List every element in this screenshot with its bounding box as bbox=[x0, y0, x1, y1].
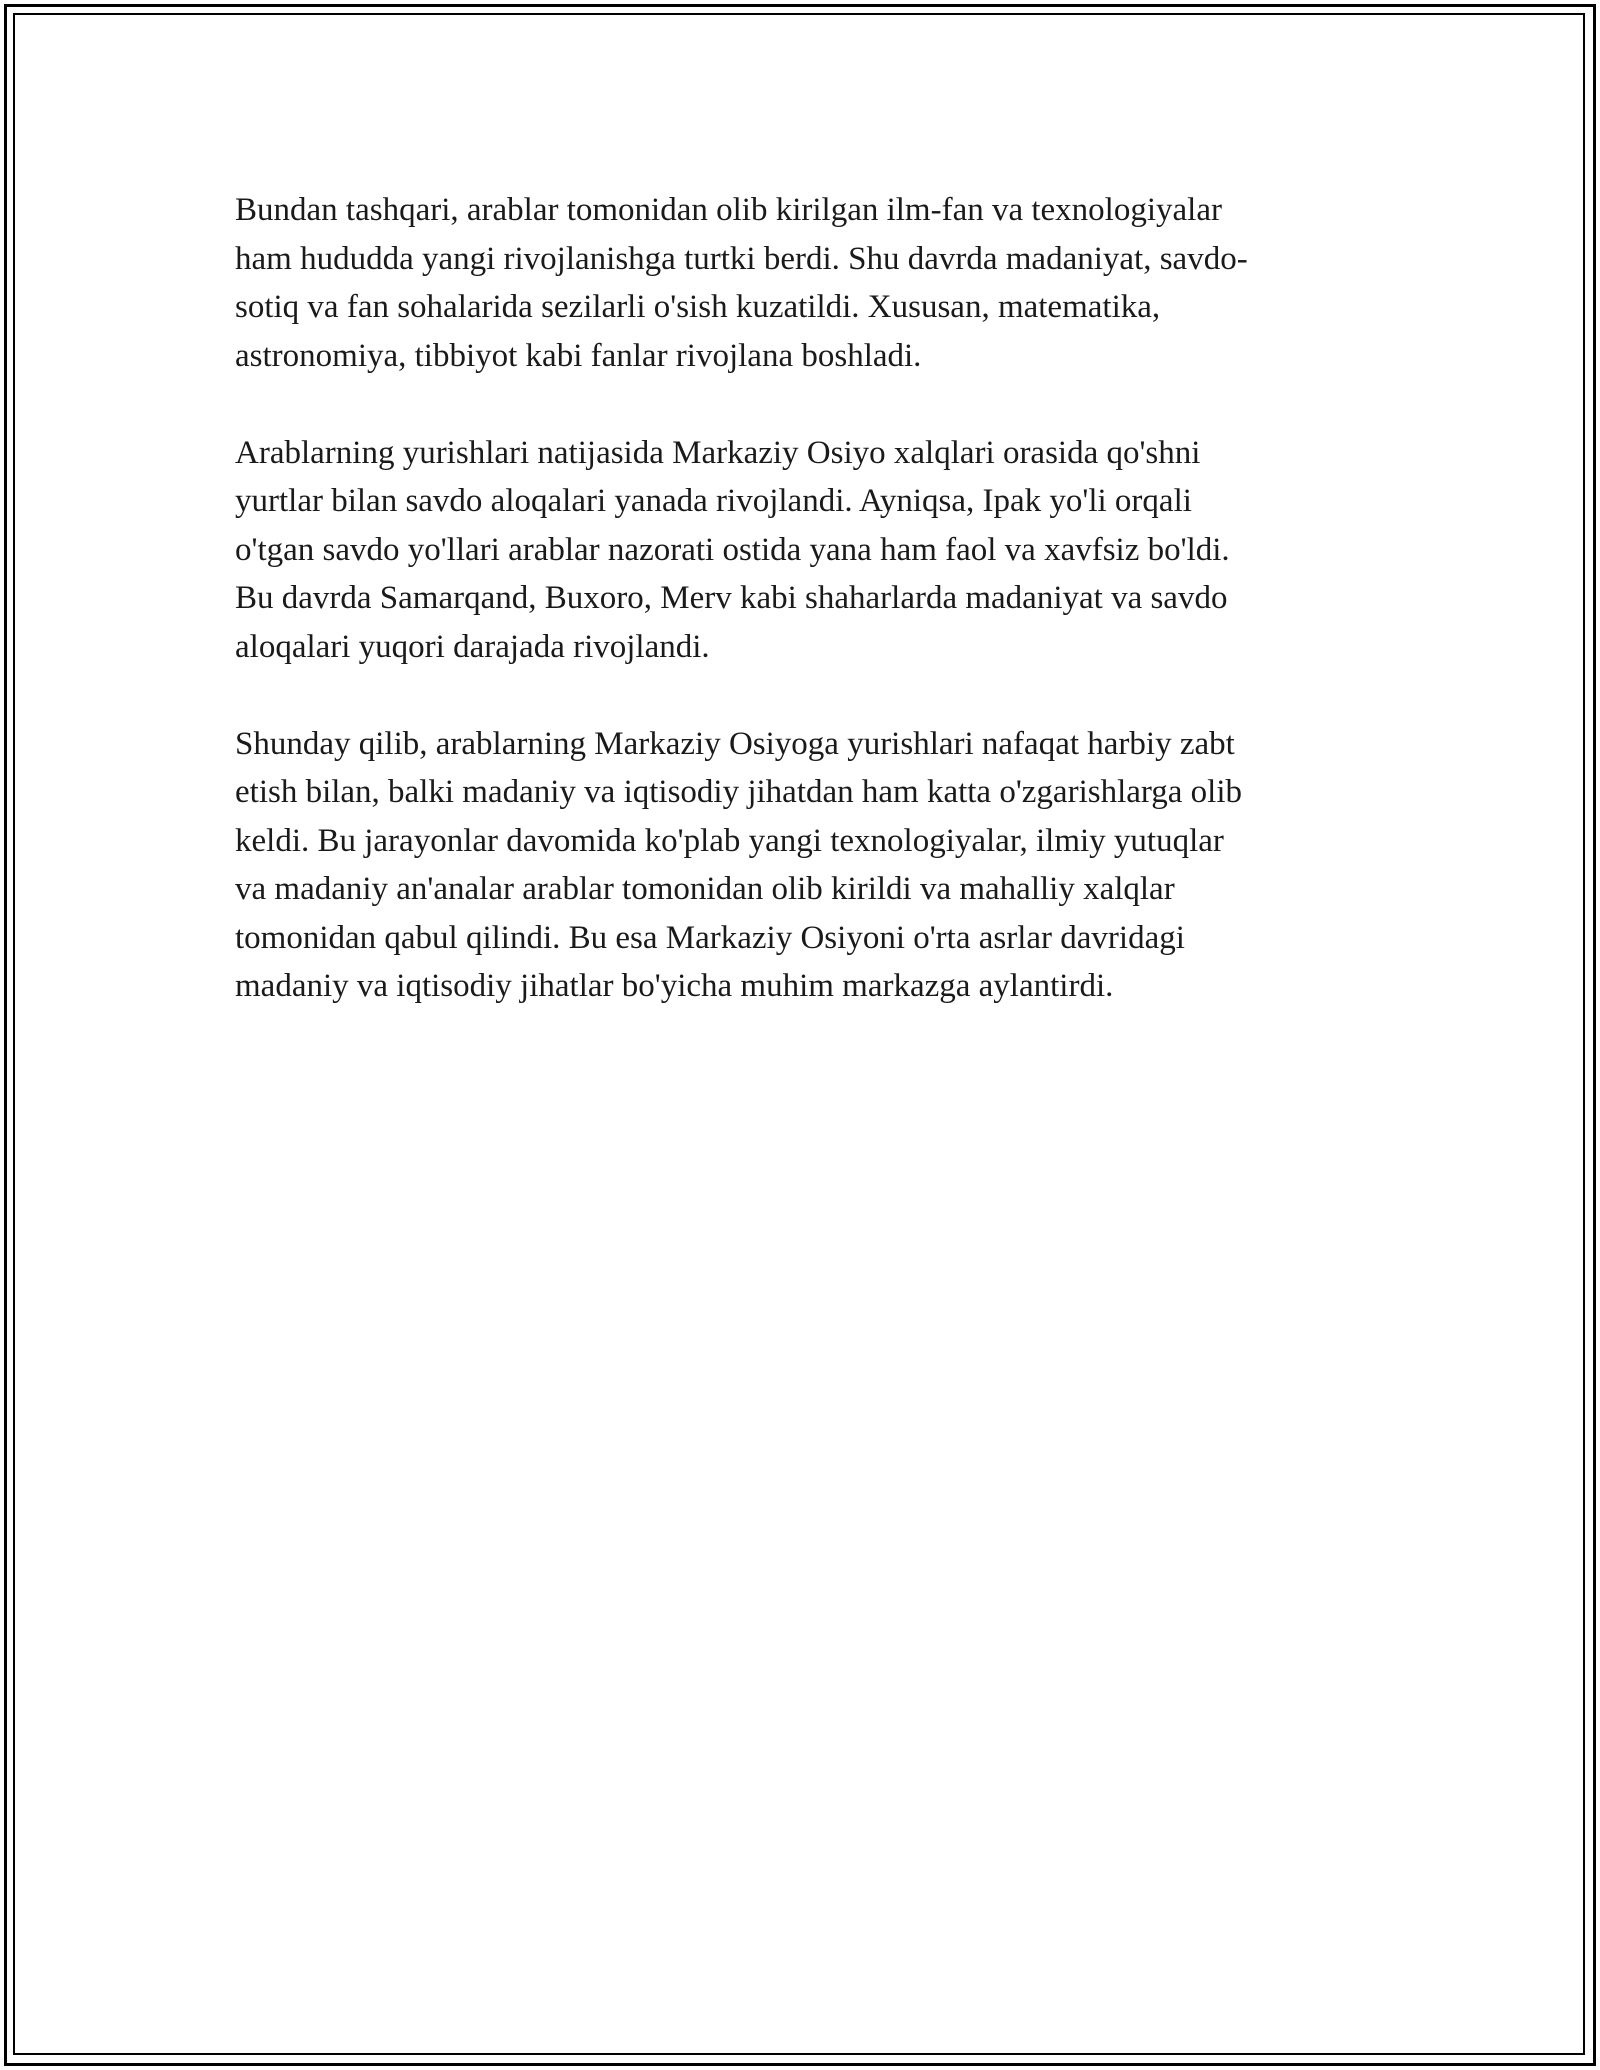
paragraph: Arablarning yurishlari natijasida Markaziy Osiyo xalqlari orasida qo'shni yurtlar bilan savdo aloqalari yanada rivojlandi. Ayniqsa, Ipak yo'li orqali o'tgan savdo yo'llari arablar nazorati ostida yana ham faol va xavfsiz bo'ldi. Bu davrda Samarqand, Buxoro, Merv kabi shaharlarda madaniyat va savdo aloqalari yuqori darajada rivojlandi. bbox=[235, 434, 1230, 665]
document-body bbox=[235, 186, 1365, 1059]
paragraph: Bundan tashqari, arablar tomonidan olib kirilgan ilm-fan va texnologiyalar ham hududda yangi rivojlanishga turtki berdi. Shu davrda madaniyat, savdo- sotiq va fan sohalarida sezilarli o'sish kuzatildi. Xususan, matematika, astronomiya, tibbiyot kabi fanlar rivojlana boshladi. bbox=[235, 192, 1248, 374]
paragraph: Shunday qilib, arablarning Markaziy Osiyoga yurishlari nafaqat harbiy zabt etish bilan, balki madaniy va iqtisodiy jihatdan ham katta o'zgarishlarga olib keldi. Bu jarayonlar davomida ko'plab yangi texnologiyalar, ilmiy yutuqlar va madaniy an'analar arablar tomonidan olib kirildi va mahalliy xalqlar tomonidan qabul qilindi. Bu esa Markaziy Osiyoni o'rta asrlar davridagi madaniy va iqtisodiy jihatlar bo'yicha muhim markazga aylantirdi. bbox=[235, 725, 1243, 1004]
